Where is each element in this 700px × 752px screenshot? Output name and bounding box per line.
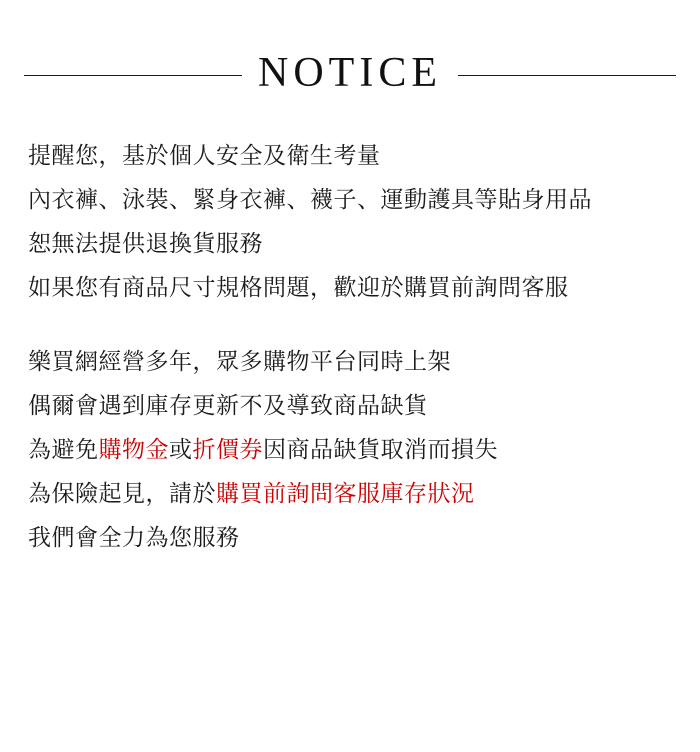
notice-text: 或 [169,437,193,462]
notice-header [18,52,682,98]
notice-line [28,178,682,222]
notice-page [0,52,700,752]
notice-text: 為保險起見，請於 [28,481,216,506]
notice-line [28,340,682,384]
highlighted-text: 折價券 [192,437,263,462]
page-title: NOTICE [258,50,442,96]
notice-line [28,516,682,560]
notice-line [28,384,682,428]
notice-block-safety-hygiene [18,134,682,310]
header-rule-right [458,75,676,76]
highlighted-text: 購買前詢問客服庫存狀況 [216,481,475,506]
notice-text: 我們會全力為您服務 [28,525,240,550]
notice-line [28,134,682,178]
notice-text: 偶爾會遇到庫存更新不及導致商品缺貨 [28,393,428,418]
notice-text: 內衣褲、泳裝、緊身衣褲、襪子、運動護具等貼身用品 [28,187,592,212]
notice-text: 樂買網經營多年，眾多購物平台同時上架 [28,349,451,374]
notice-text: 恕無法提供退換貨服務 [28,231,263,256]
notice-line [28,428,682,472]
notice-line [28,472,682,516]
notice-text: 為避免 [28,437,99,462]
notice-line [28,266,682,310]
notice-line [28,222,682,266]
header-rule-left [24,75,242,76]
notice-text: 因商品缺貨取消而損失 [263,437,498,462]
highlighted-text: 購物金 [98,437,169,462]
notice-block-stock [18,340,682,560]
notice-text: 提醒您，基於個人安全及衛生考量 [28,143,381,168]
notice-text: 如果您有商品尺寸規格問題，歡迎於購買前詢問客服 [28,275,569,300]
